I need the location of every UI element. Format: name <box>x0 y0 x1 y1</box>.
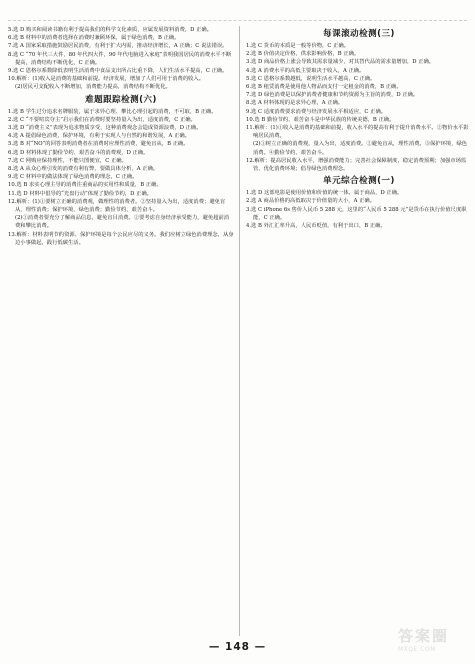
answer-list-top <box>8 26 234 92</box>
watermark-logo: 答案圈 <box>398 627 450 645</box>
answer-item: (2)居民可支配收入不断增加，消费能力提高，消费结构不断优化。 <box>15 84 171 91</box>
answer-list-b <box>246 189 472 230</box>
answer-item: 4.选 A 提倡绿色消费，保护环境，有利于实现人与自然的和谐发展，A 正确。 <box>8 133 190 140</box>
answer-list-a <box>246 42 472 173</box>
answer-item: 1.选 C 货币的本质是一般等价物，C 正确。 <box>246 43 349 49</box>
answer-item: 1.选 D 这部电影是使用价值和价值的统一体，属于商品，D 正确。 <box>246 190 403 197</box>
answer-item: 10.选 B 勤俭节约、艰苦奋斗是中华民族的传统美德，B 正确。 <box>246 116 395 123</box>
answer-item: 6.选 D 材料体现了勤俭节约、艰苦奋斗的消费观，D 正确。 <box>8 149 149 156</box>
answer-item: 3.选 C iPhone 6s 售价人民币 5 288 元，这里的“人民币 5 288 元”是货币在执行价值尺度职能，C 正确。 <box>246 206 467 221</box>
answer-item: 2.选 C “不要喧宾夺主”启示我们在消费时要坚持量入为出，适度消费，C 正确。 <box>8 116 196 123</box>
answer-item: 13.解析：材料表明节约资源、保护环境是每个公民应尽的义务。我们应树立绿色消费理念，从身边小事做起，践行低碳生活。 <box>8 231 234 246</box>
answer-list-mid <box>8 108 234 247</box>
answer-item: (2)①消费者要充分了解商品信息，避免盲目消费。②要考虑自身经济承受能力，避免超前消费和攀比消费。 <box>15 215 230 230</box>
answer-item: 12.解析：提高居民收入水平，增强消费能力；完善社会保障制度，稳定消费预期；加强市场监管，优化消费环境；倡导绿色消费理念。 <box>246 157 467 173</box>
answer-item: 5.选 B 对“NO”的回答表明消费者在消费时应理性消费，避免盲从，B 正确。 <box>8 141 189 148</box>
answer-item: 9.选 C 材料中的做法体现了绿色消费的理念，C 正确。 <box>8 174 138 181</box>
section-title-danyuan: 单元综合检测(一) <box>323 176 395 187</box>
answer-item: 7.选 D 绿色消费是以保护消费者健康和节约资源为主旨的消费，D 正确。 <box>246 92 419 99</box>
answer-item: 2.选 B 价值决定价格，供求影响价格，B 正确。 <box>246 51 360 58</box>
answer-item: 3.选 D 商品价格上涨会导致其需求量减少，对其替代品的需求量增加，D 正确。 <box>246 59 435 66</box>
answer-item: 10.解析：(1)收入是消费的基础和前提。经济发展，增加了人们可用于消费的收入。 <box>8 76 205 83</box>
right-column <box>246 26 472 230</box>
answer-item: 4.选 B 外汇汇率升高，人民币贬值，有利于出口，B 正确。 <box>246 223 386 230</box>
answer-item: 2.选 A 商品价格的高低取决于价值量的大小，A 正确。 <box>246 198 375 205</box>
left-column <box>8 26 234 247</box>
answer-item: 12.解析：(1)①要树立正确的消费观，做理性的消费者。②坚持量入为出，适度消费；避免盲从，理性消费；保护环境，绿色消费；勤俭节约，艰苦奋斗。 <box>8 198 226 214</box>
answer-item: 8.选 C “70 年代三大件，80 年代四大件，90 年代电脑进入家庭”表明我国居民的消费水平不断提高，消费结构不断优化，C 正确。 <box>8 51 232 66</box>
answer-item: 7.选 C 网购应保持理性，不能只图便宜，C 正确。 <box>8 157 127 164</box>
answer-item: 9.选 C 恩格尔系数降低表明生活消费中食品支出所占比重下降，人们生活水平提高，C 正确。 <box>8 68 228 75</box>
answer-item: 11.解析：(1)①收入是消费的基础和前提，收入水平的提高有利于提升消费水平。②物价水平影响居民消费。 <box>246 125 469 140</box>
answer-item: 9.选 C 适度消费要求消费与经济发展水平相适应，C 正确。 <box>246 108 387 115</box>
column-divider <box>239 26 240 636</box>
answer-item: 5.选 D 购买和阅读书籍有利于提高我们的科学文化素质，应属发展资料消费，D 正确。 <box>8 27 212 33</box>
section-title-nanti: 难题跟踪检测(六) <box>85 94 157 105</box>
answer-item: (2)①树立正确的消费观，量入为出，适度消费。②避免盲从，理性消费。③保护环境，绿色消费。④勤俭节约，艰苦奋斗。 <box>253 141 468 156</box>
answer-item: 3.选 D “消费主义”表现为追求物质享受，这种消费观念会造成资源浪费，D 正确。 <box>8 125 202 132</box>
answer-item: 5.选 C 恩格尔系数越低，说明生活水平越高，C 正确。 <box>246 75 376 82</box>
answer-item: 1.选 B 学生过分追求名牌服装，属于求异心理、攀比心理引起的消费，不可取，B 正确。 <box>8 108 217 115</box>
answer-item: 11.选 D 材料中倡导的“光盘行动”体现了勤俭节约，D 正确。 <box>8 190 152 197</box>
page-number: — 148 — <box>208 641 267 653</box>
answer-item: 8.选 A 从众心理引发的消费有利有弊，要做具体分析，A 正确。 <box>8 166 159 173</box>
answer-item: 10.选 B 求实心理主导的消费注重商品的实用性和质量，B 正确。 <box>8 182 162 189</box>
answer-item: 4.选 A 消费水平的高低主要取决于收入，A 正确。 <box>246 67 365 74</box>
header-rule <box>8 20 467 21</box>
answer-item: 6.选 B 材料中的消费者选择在消费时兼顾环保，属于绿色消费，B 正确。 <box>8 35 180 42</box>
answer-item: 6.选 B 租赁消费是使用他人物品而支付一定租金的消费，B 正确。 <box>246 84 402 91</box>
watermark <box>398 625 470 659</box>
watermark-url: MXQE.COM <box>398 646 436 653</box>
answer-item: 7.选 A 国家采取措施鼓励居民消费，有利于扩大内需，推动经济增长，A 正确；C 说法错误。 <box>8 43 228 50</box>
section-title-meike: 每课滚动检测(三) <box>323 29 395 39</box>
answer-item: 8.选 A 材料体现的是求异心理，A 正确。 <box>246 100 344 107</box>
